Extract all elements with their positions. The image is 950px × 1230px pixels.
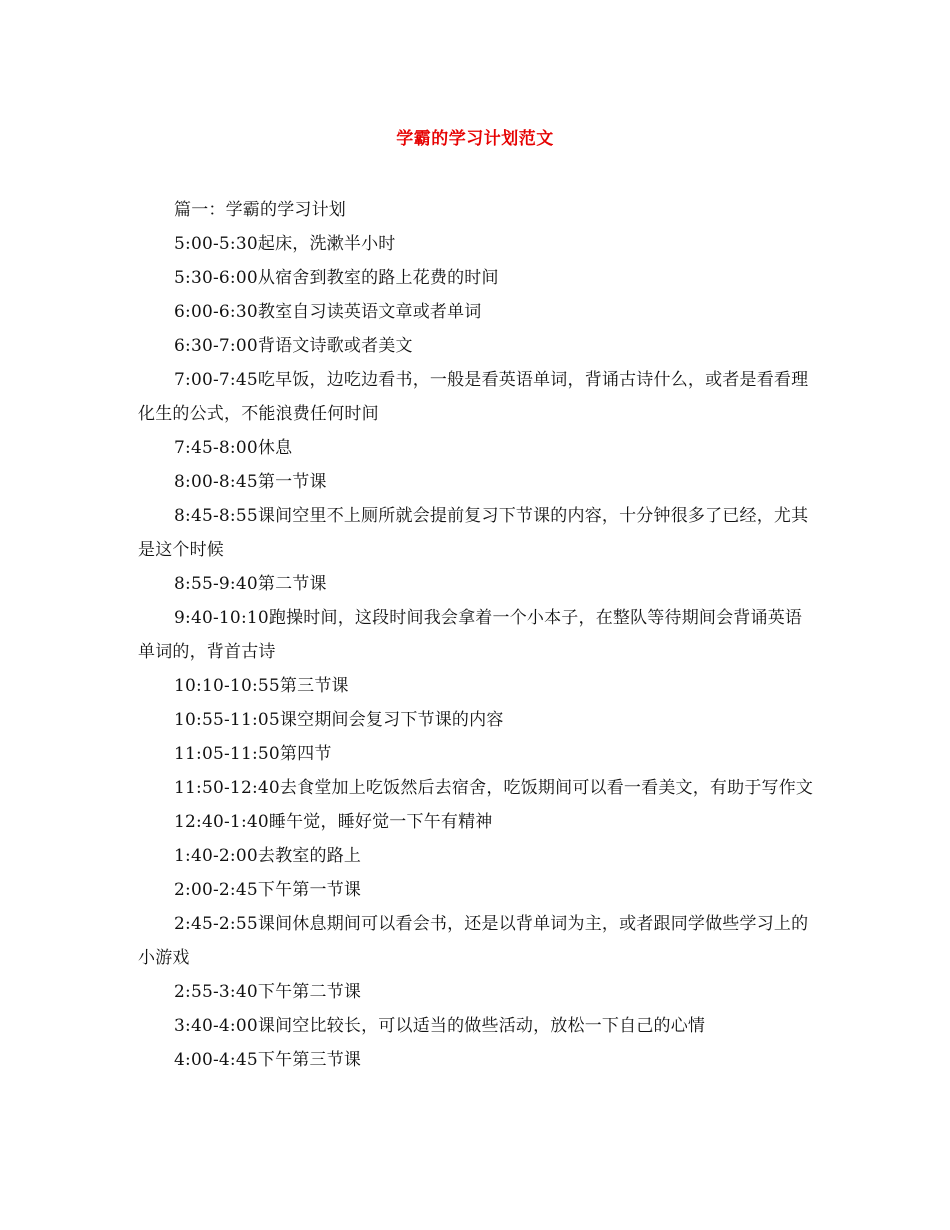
paragraph: 2:00-2:45下午第一节课 xyxy=(174,880,362,900)
paragraph: 1:40-2:00去教室的路上 xyxy=(174,846,362,866)
paragraph: 8:55-9:40第二节课 xyxy=(174,574,327,594)
paragraph: 3:40-4:00课间空比较长，可以适当的做些活动，放松一下自己的心情 xyxy=(174,1016,706,1036)
paragraph: 8:00-8:45第一节课 xyxy=(174,472,327,492)
paragraph: 5:30-6:00从宿舍到教室的路上花费的时间 xyxy=(174,268,499,288)
paragraph: 5:00-5:30起床，洗漱半小时 xyxy=(174,234,396,254)
paragraph: 10:55-11:05课空期间会复习下节课的内容 xyxy=(174,710,504,730)
paragraph: 2:55-3:40下午第二节课 xyxy=(174,982,362,1002)
paragraph: 11:50-12:40去食堂加上吃饭然后去宿舍，吃饭期间可以看一看美文，有助于写作文 xyxy=(174,778,814,798)
document-body xyxy=(138,193,814,1077)
paragraph: 篇一：学霸的学习计划 xyxy=(174,200,346,220)
paragraph: 11:05-11:50第四节 xyxy=(174,744,332,764)
paragraph: 7:00-7:45吃早饭，边吃边看书，一般是看英语单词，背诵古诗什么，或者是看看理化生的公式，不能浪费任何时间 xyxy=(138,370,809,424)
paragraph: 7:45-8:00休息 xyxy=(174,438,293,458)
paragraph: 2:45-2:55课间休息期间可以看会书，还是以背单词为主，或者跟同学做些学习上的小游戏 xyxy=(138,914,809,968)
paragraph: 8:45-8:55课间空里不上厕所就会提前复习下节课的内容，十分钟很多了已经，尤其是这个时候 xyxy=(138,506,809,560)
paragraph: 6:00-6:30教室自习读英语文章或者单词 xyxy=(174,302,482,322)
paragraph: 12:40-1:40睡午觉，睡好觉一下午有精神 xyxy=(174,812,493,832)
paragraph: 6:30-7:00背语文诗歌或者美文 xyxy=(174,336,413,356)
paragraph: 9:40-10:10跑操时间，这段时间我会拿着一个小本子，在整队等待期间会背诵英语单词的，背首古诗 xyxy=(138,608,803,662)
paragraph: 4:00-4:45下午第三节课 xyxy=(174,1050,362,1070)
document-title: 学霸的学习计划范文 xyxy=(396,129,554,149)
paragraph: 10:10-10:55第三节课 xyxy=(174,676,349,696)
